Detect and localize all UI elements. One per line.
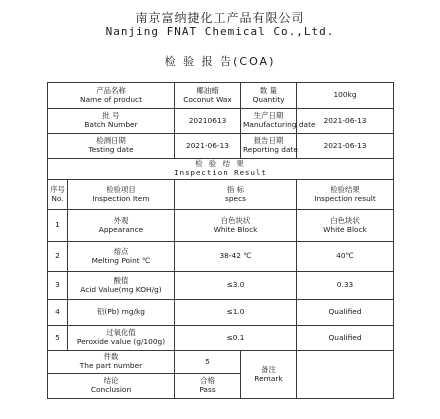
col-header-result: 检验结果 Inspection result	[297, 180, 394, 210]
table-row	[48, 210, 394, 242]
testing-date-label: 检测日期 Testing date	[48, 134, 175, 159]
reporting-date-value: 2021-06-13	[297, 134, 394, 159]
reporting-date-label: 报告日期 Reporting date	[241, 134, 297, 159]
row-result: 白色块状 White Block	[297, 210, 394, 242]
conclusion-label: 结论 Conclusion	[48, 374, 175, 399]
row-result: Qualified	[297, 300, 394, 326]
manufacturing-date-label: 生产日期 Manufacturing date	[241, 109, 297, 134]
row-item: 外观 Appearance	[68, 210, 175, 242]
row-no: 4	[48, 300, 68, 326]
dates-row	[48, 134, 394, 159]
batch-row	[48, 109, 394, 134]
row-no: 2	[48, 242, 68, 272]
row-result: 40℃	[297, 242, 394, 272]
col-header-no: 序号 No.	[48, 180, 68, 210]
row-spec: 38-42 ℃	[175, 242, 297, 272]
batch-value: 20210613	[175, 109, 241, 134]
row-spec: ≤3.0	[175, 272, 297, 300]
row-item: 熔点 Melting Point ℃	[68, 242, 175, 272]
product-name-value: 椰油蜡 Coconut Wax	[175, 83, 241, 109]
manufacturing-date-value: 2021-06-13	[297, 109, 394, 134]
row-item: 过氧化值 Peroxide value (g/100g)	[68, 326, 175, 351]
row-spec: ≤1.0	[175, 300, 297, 326]
company-name-en: Nanjing FNAT Chemical Co.,Ltd.	[105, 25, 335, 38]
batch-label: 批 号 Batch Number	[48, 109, 175, 134]
company-name-cn: 南京富纳捷化工产品有限公司	[135, 11, 305, 25]
quantity-value: 100kg	[297, 83, 394, 109]
product-row	[48, 83, 394, 109]
row-spec: 白色块状 White Block	[175, 210, 297, 242]
row-no: 1	[48, 210, 68, 242]
remark-label: 备注 Remark	[241, 351, 297, 399]
col-header-item: 检验项目 Inspection Item	[68, 180, 175, 210]
row-item: 铅(Pb) mg/kg	[68, 300, 175, 326]
row-no: 3	[48, 272, 68, 300]
inspection-title-row	[48, 159, 394, 180]
remark-value	[297, 351, 394, 399]
col-header-spec: 指 标 specs	[175, 180, 297, 210]
row-no: 5	[48, 326, 68, 351]
row-item: 酸值 Acid Value(mg KOH/g)	[68, 272, 175, 300]
row-result: Qualified	[297, 326, 394, 351]
row-spec: ≤0.1	[175, 326, 297, 351]
conclusion-value: 合格 Pass	[175, 374, 241, 399]
row-result: 0.33	[297, 272, 394, 300]
quantity-label: 数 量 Quantity	[241, 83, 297, 109]
table-row	[48, 300, 394, 326]
coa-table	[47, 82, 394, 399]
product-name-label: 产品名称 Name of product	[48, 83, 175, 109]
column-header-row	[48, 180, 394, 210]
table-row	[48, 242, 394, 272]
part-number-value: 5	[175, 351, 241, 374]
report-title: 检 验 报 告(COA)	[164, 55, 276, 68]
table-row	[48, 272, 394, 300]
part-number-label: 件数 The part number	[48, 351, 175, 374]
table-row	[48, 326, 394, 351]
testing-date-value: 2021-06-13	[175, 134, 241, 159]
inspection-result-title: 检 验 结 果 Inspection Result	[48, 159, 394, 180]
parts-row	[48, 351, 394, 374]
